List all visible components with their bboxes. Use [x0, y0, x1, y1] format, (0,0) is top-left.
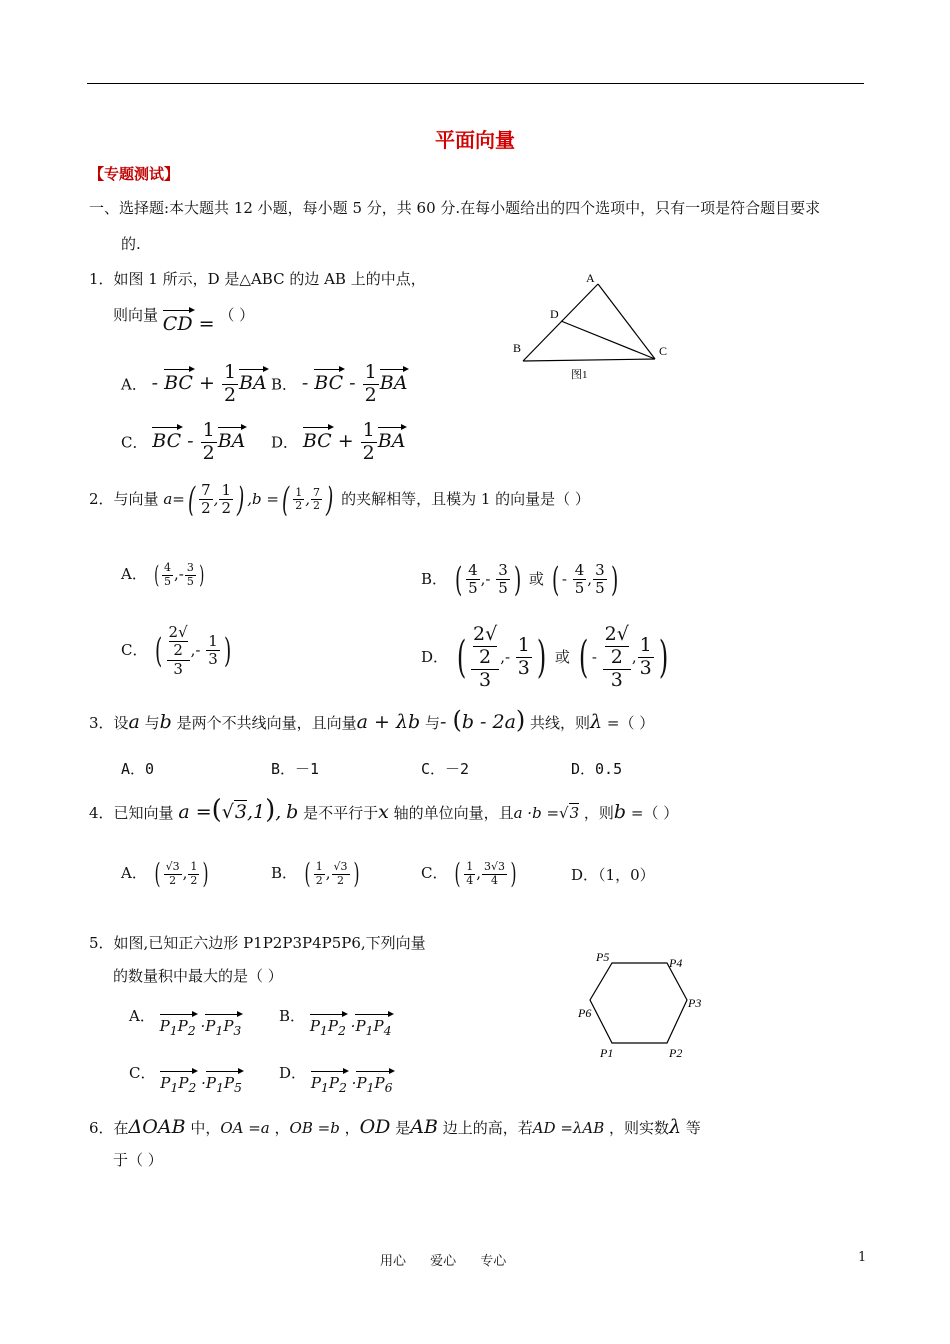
- q1-option-b[interactable]: B． - BC - $\frac{1}{2}$ BA: [271, 361, 408, 406]
- q1-stem-text: 则向量: [113, 306, 159, 324]
- q1-blank: （ ）: [219, 306, 255, 324]
- q1-stem-line1: 1．如图 1 所示，D 是△ABC 的边 AB 上的中点，: [89, 270, 426, 288]
- q2-option-a[interactable]: A． ( $\frac{4}{5}$ ,- $\frac{3}{5}$ ): [121, 561, 205, 590]
- q2-vectors: a=( $\frac{7}{2}$ , $\frac{1}{2}$ ) ,b =( $\frac{1}{2}$ , $\frac{7}{2}$ ): [163, 479, 334, 520]
- q1-label-a: A: [586, 271, 595, 285]
- q3-option-c[interactable]: C．－2: [421, 760, 470, 778]
- q5-label-p6: P6: [578, 1006, 592, 1020]
- page-number: 1: [858, 1250, 867, 1265]
- q5-label-p4: P4: [669, 956, 683, 970]
- q6-stem-line2: 于（ ）: [113, 1151, 163, 1169]
- q1-stem-line2: [113, 303, 255, 335]
- instructions-line1: 一、选择题:本大题共 12 小题，每小题 5 分，共 60 分.在每小题给出的四个选项中，只有一项是符合题目要求: [89, 199, 821, 217]
- q2-option-b[interactable]: B． ( $\frac{4}{5}$ ,- $\frac{3}{5}$ ) 或 ( - $\frac{4}{5}$ , $\frac{3}{5}$ ): [421, 559, 618, 600]
- q4-option-a[interactable]: A． ( $\frac{√3}{2}$ , $\frac{1}{2}$ ): [121, 857, 209, 890]
- q1-option-a[interactable]: A． - BC + $\frac{1}{2}$ BA: [121, 361, 267, 406]
- footer-text: 用心 爱心 专心: [380, 1254, 507, 1269]
- q3-stem: 3．设a 与b 是两个不共线向量，且向量a + λb 与- (b - 2a) 共线，则λ =（ ）: [89, 706, 655, 734]
- q1-label-c: C: [659, 344, 668, 358]
- q1-label-d: D: [550, 307, 559, 321]
- q2-stem: 2．与向量 a=( $\frac{7}{2}$ , $\frac{1}{2}$ ) ,b =( $\frac{1}{2}$ , $\frac{7}{2}$ ) 的夹解相等，且模为 1 的向量是（ ）: [89, 479, 590, 520]
- q4-stem: 4．已知向量 a =(√3,1), b 是不平行于x 轴的单位向量，且a ·b =√3 ，则b =（ ）: [89, 795, 679, 825]
- q5-hexagon-figure: [572, 945, 707, 1070]
- q1-expression: CD =: [162, 313, 215, 335]
- q3-option-b[interactable]: B．－1: [271, 760, 320, 778]
- q1-caption: 图1: [571, 369, 588, 381]
- q5-stem-line2: 的数量积中最大的是（ ）: [113, 967, 283, 985]
- q5-label-p3: P3: [688, 996, 702, 1010]
- q4-option-c[interactable]: C． ( $\frac{1}{4}$ , $\frac{3√3}{4}$ ): [421, 857, 517, 890]
- q5-option-b[interactable]: B． $P_1P_2 \cdot P_1P_4$: [279, 1007, 392, 1038]
- q5-label-p2: P2: [669, 1046, 683, 1060]
- q5-label-p1: P1: [600, 1046, 614, 1060]
- q5-option-a[interactable]: A． $P_1P_2 \cdot P_1P_3$: [129, 1007, 242, 1038]
- section-header: 【专题测试】: [89, 165, 180, 183]
- q4-option-b[interactable]: B． ( $\frac{1}{2}$ , $\frac{√3}{2}$ ): [271, 857, 360, 890]
- q1-label-b: B: [513, 341, 522, 355]
- q2-option-c[interactable]: C． ( 2√ 2 3 ,- $\frac{1}{3}$ ): [121, 623, 232, 678]
- header-rule: [87, 83, 864, 84]
- q5-option-d[interactable]: D． $P_1P_2 \cdot P_1P_6$: [279, 1064, 393, 1095]
- q1-triangle-figure: [505, 268, 680, 383]
- q5-option-c[interactable]: C． $P_1P_2 \cdot P_1P_5$: [129, 1064, 242, 1095]
- q1-option-d[interactable]: D． BC + $\frac{1}{2}$ BA: [271, 419, 406, 464]
- q5-stem-line1: 5．如图,已知正六边形 P1P2P3P4P5P6,下列向量: [89, 934, 426, 952]
- q2-option-d[interactable]: D． ( 2√ 2 3 ,- $\frac{1}{3}$ ) 或 ( - 2√ 2 3 , $\frac{1}{3}$ ): [421, 623, 669, 691]
- page-title: 平面向量: [435, 128, 515, 152]
- instructions-line2: 的.: [121, 235, 141, 253]
- q6-stem-line1: 6．在ΔOAB 中，OA =a ，OB =b ，OD 是AB 边上的高，若AD =λAB ，则实数λ 等: [89, 1116, 701, 1138]
- q1-option-c[interactable]: C． BC - $\frac{1}{2}$ BA: [121, 419, 246, 464]
- q3-option-d[interactable]: D．0.5: [571, 760, 623, 778]
- q5-label-p5: P5: [596, 950, 610, 964]
- q3-option-a[interactable]: A．0: [121, 760, 155, 778]
- q4-option-d[interactable]: D．（1，0）: [571, 866, 655, 884]
